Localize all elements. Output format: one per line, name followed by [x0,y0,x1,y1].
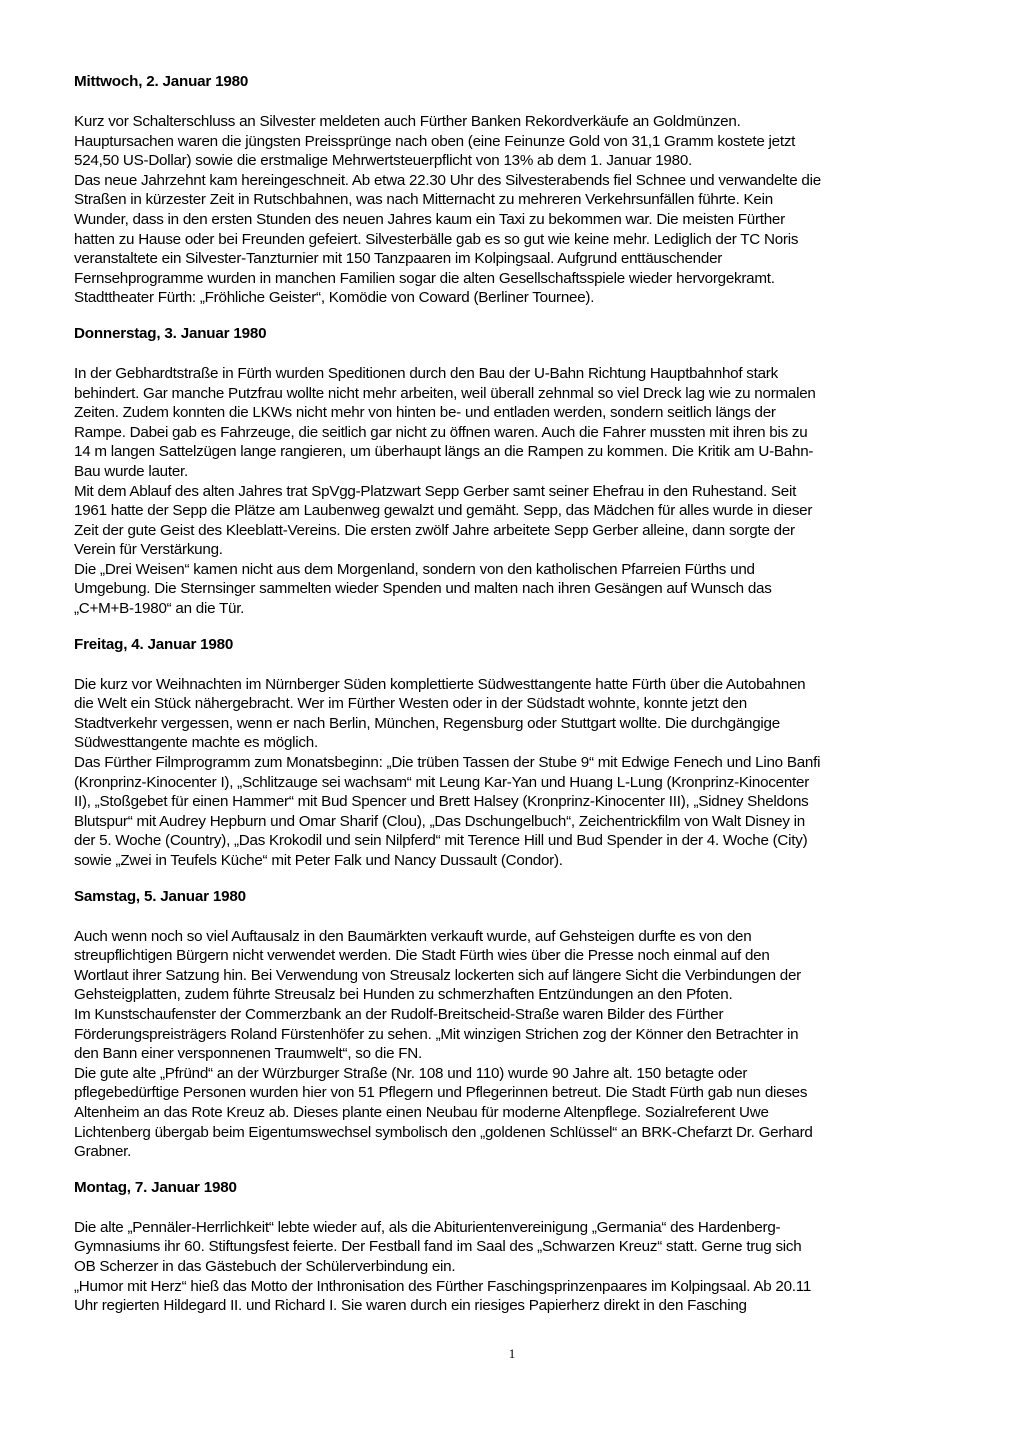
text-line: Zeiten. Zudem konnten die LKWs nicht mehr von hinten be- und entladen werden, sondern seitlich längs der [74,404,776,422]
text-line: OB Scherzer in das Gästebuch der Schülerverbindung ein. [74,1257,456,1275]
text-line: Die gute alte „Pfründ“ an der Würzburger Straße (Nr. 108 und 110) wurde 90 Jahre alt. 150 betagte oder [74,1064,748,1082]
text-line: Bau wurde lauter. [74,462,188,480]
text-line: Auch wenn noch so viel Auftausalz in den Baumärkten verkauft wurde, auf Gehsteigen durfte es von den [74,927,752,945]
text-line: Mit dem Ablauf des alten Jahres trat SpVgg-Platzwart Sepp Gerber samt seiner Ehefrau in den Ruhestand. Seit [74,482,797,500]
text-line: Das Fürther Filmprogramm zum Monatsbeginn: „Die trüben Tassen der Stube 9“ mit Edwige Fenech und Lino Banfi [74,754,821,772]
text-line: die Welt ein Stück nähergebracht. Wer im Fürther Westen oder in der Südstadt wohnte, konnte jetzt den [74,695,747,713]
text-line: Rampe. Dabei gab es Fahrzeuge, die seitlich gar nicht zu öffnen waren. Auch die Fahrer mussten mit ihren bis zu [74,423,808,441]
text-line: Grabner. [74,1143,132,1161]
section-body [74,364,974,619]
text-line: streupflichtigen Bürgern nicht verwendet werden. Die Stadt Fürth wies über die Presse noch einmal auf den [74,947,770,965]
text-line: veranstaltete ein Silvester-Tanzturnier mit 150 Tanzpaaren im Kolpingsaal. Aufgrund enttäuschender [74,250,723,268]
text-line: „Humor mit Herz“ hieß das Motto der Inthronisation des Fürther Faschingsprinzenpaares im Kolpingsaal. Ab 20.11 [74,1277,812,1295]
text-line: den Bann einer versponnenen Traumwelt“, so die FN. [74,1045,422,1063]
text-line: „C+M+B-1980“ an die Tür. [74,600,245,618]
text-line: Lichtenberg übergab beim Eigentumswechsel symbolisch den „goldenen Schlüssel“ an BRK-Chefarzt Dr. Gerhard [74,1123,813,1141]
text-line: Das neue Jahrzehnt kam hereingeschneit. Ab etwa 22.30 Uhr des Silvesterabends fiel Schnee und verwandelte die [74,171,821,189]
page-number: 1 [508,1346,516,1361]
text-line: der 5. Woche (Country), „Das Krokodil und sein Nilpferd“ mit Terence Hill und Bud Spender in der 4. Woche (City) [74,832,808,850]
section-heading: Freitag, 4. Januar 1980 [74,635,234,653]
text-line: pflegebedürftige Personen wurden hier von 51 Pflegern und Pflegerinnen betreut. Die Stadt Fürth gab nun dieses [74,1084,808,1102]
section-heading: Mittwoch, 2. Januar 1980 [74,73,249,90]
text-line: II), „Stoßgebet für einen Hammer“ mit Bud Spencer und Brett Halsey (Kronprinz-Kinocenter III), „Sidney Sheldons [74,793,809,811]
text-line: Hauptursachen waren die jüngsten Preissprünge nach oben (eine Feinunze Gold von 31,1 Gramm kostete jetzt [74,132,796,150]
text-line: Zeit der gute Geist des Kleeblatt-Vereins. Die ersten zwölf Jahre arbeitete Sepp Gerber alleine, dann sorgte der [74,521,795,539]
section-heading: Montag, 7. Januar 1980 [74,1178,237,1196]
text-line: Die alte „Pennäler-Herrlichkeit“ lebte wieder auf, als die Abiturientenvereinigung „Germania“ des Hardenberg- [74,1218,781,1236]
text-line: Altenheim an das Rote Kreuz ab. Dieses plante einen Neubau für moderne Altenpflege. Sozialreferent Uwe [74,1103,769,1121]
text-line: Wortlaut ihrer Satzung hin. Bei Verwendung von Streusalz lockerten sich auf längere Sicht die Verbindungen der [74,966,801,984]
section-body [74,675,974,871]
section-donnerstag [74,324,974,619]
section-body [74,1218,974,1316]
text-line: Straßen in kürzester Zeit in Rutschbahnen, was nach Mitternacht zu mehreren Verkehrsunfällen führte. Kein [74,191,773,209]
section-heading: Donnerstag, 3. Januar 1980 [74,324,267,342]
section-samstag [74,887,974,1162]
text-line: Förderungspreisträgers Roland Fürstenhöfer zu sehen. „Mit winzigen Strichen zog der Könner den Betrachter in [74,1025,799,1043]
text-line: (Kronprinz-Kinocenter I), „Schlitzauge sei wachsam“ mit Leung Kar-Yan und Huang L-Lung (Kronprinz-Kinocenter [74,773,809,791]
text-line: Südwesttangente machte es möglich. [74,734,318,752]
text-line: Im Kunstschaufenster der Commerzbank an der Rudolf-Breitscheid-Straße waren Bilder des Fürther [74,1005,724,1023]
text-line: 1961 hatte der Sepp die Plätze am Laubenweg gewalzt und gemäht. Sepp, das Mädchen für alles wurde in dieser [74,502,813,520]
text-line: Die „Drei Weisen“ kamen nicht aus dem Morgenland, sondern von den katholischen Pfarreien Fürths und [74,560,755,578]
text-line: Uhr regierten Hildegard II. und Richard I. Sie waren durch ein riesiges Papierherz direkt in den Fasching [74,1297,747,1315]
text-line: hatten zu Hause oder bei Freunden gefeiert. Silvesterbälle gab es so gut wie keine mehr. Lediglich der TC Noris [74,230,799,248]
document-page [74,72,974,1332]
text-line: Wunder, dass in den ersten Stunden des neuen Jahres kaum ein Taxi zu bekommen war. Die meisten Fürther [74,210,785,228]
section-body [74,112,974,308]
text-line: Stadttheater Fürth: „Fröhliche Geister“, Komödie von Coward (Berliner Tournee). [74,289,595,307]
text-line: 14 m langen Sattelzügen lange rangieren, um überhaupt längs an die Rampen zu kommen. Die Kritik am U-Bahn- [74,443,814,461]
text-line: 524,50 US-Dollar) sowie die erstmalige Mehrwertsteuerpflicht von 13% ab dem 1. Januar 1980. [74,152,692,170]
text-line: Gymnasiums ihr 60. Stiftungsfest feierte. Der Festball fand im Saal des „Schwarzen Kreuz“ statt. Gerne trug sich [74,1238,802,1256]
section-montag [74,1178,974,1316]
section-body [74,927,974,1162]
text-line: Die kurz vor Weihnachten im Nürnberger Süden komplettierte Südwesttangente hatte Fürth über die Autobahnen [74,675,806,693]
section-heading: Samstag, 5. Januar 1980 [74,887,246,905]
text-line: Blutspur“ mit Audrey Hepburn und Omar Sharif (Clou), „Das Dschungelbuch“, Zeichentrickfilm von Walt Disney in [74,812,806,830]
text-line: Kurz vor Schalterschluss an Silvester meldeten auch Fürther Banken Rekordverkäufe an Goldmünzen. [74,113,741,130]
text-line: Stadtverkehr vergessen, wenn er nach Berlin, München, Regensburg oder Stuttgart wollte. Die durchgängige [74,714,780,732]
text-line: behindert. Gar manche Putzfrau wollte nicht mehr arbeiten, weil überall zehnmal so viel Dreck lag wie zu normalen [74,384,816,402]
text-line: In der Gebhardtstraße in Fürth wurden Speditionen durch den Bau der U-Bahn Richtung Hauptbahnhof stark [74,364,778,382]
section-freitag [74,635,974,871]
text-line: Umgebung. Die Sternsinger sammelten wieder Spenden und malten nach ihren Gesängen auf Wunsch das [74,580,772,598]
text-line: Verein für Verstärkung. [74,541,223,559]
section-mittwoch [74,72,974,308]
text-line: sowie „Zwei in Teufels Küche“ mit Peter Falk und Nancy Dussault (Condor). [74,852,563,869]
text-line: Gehsteigplatten, zudem führte Streusalz bei Hunden zu schmerzhaften Entzündungen an den Pfoten. [74,986,733,1004]
text-line: Fernsehprogramme wurden in manchen Familien sogar die alten Gesellschaftsspiele wieder hervorgekramt. [74,269,775,287]
